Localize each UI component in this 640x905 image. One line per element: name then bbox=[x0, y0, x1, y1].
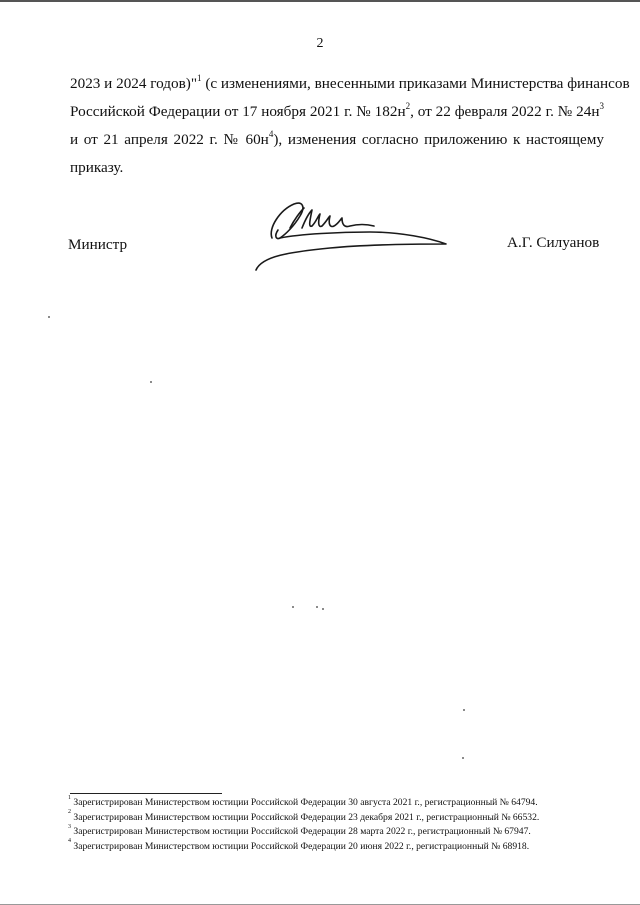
scan-speck bbox=[463, 709, 465, 711]
scan-speck bbox=[316, 606, 318, 608]
handwritten-signature bbox=[250, 198, 450, 274]
scan-speck bbox=[322, 608, 324, 610]
scan-speck bbox=[292, 606, 294, 608]
signatory-name: А.Г. Силуанов bbox=[507, 234, 600, 251]
page-number: 2 bbox=[316, 36, 324, 51]
footnote-1: $^1$ Зарегистрирован Министерством юстиции Российской Федерации 30 августа 2021 г., регистрационный № 64794. bbox=[68, 794, 538, 808]
body-line-3: и от 21 апреля 2022 г. № $60н^4$), изменения согласно приложению к настоящему bbox=[70, 128, 604, 148]
scan-speck bbox=[48, 316, 50, 318]
footnote-ref-3: 3 bbox=[599, 100, 605, 111]
footnote-separator bbox=[70, 793, 222, 794]
signatory-title: Министр bbox=[68, 236, 128, 253]
scan-speck bbox=[150, 381, 152, 383]
body-paragraph bbox=[70, 70, 630, 182]
footnotes bbox=[68, 796, 608, 854]
footnote-ref-1: 1 bbox=[197, 72, 202, 83]
scan-speck bbox=[462, 757, 464, 759]
body-line-4: приказу. bbox=[70, 159, 124, 176]
body-line-2: Российской Федерации от 17 ноября 2021 г. № $182н^2$, от 22 февраля 2022 г. № $24н^3$ bbox=[70, 100, 605, 120]
footnote-ref-4: 4 bbox=[268, 128, 274, 139]
body-line-1: 2023 и 2024 годов)"$^1$ (с изменениями, внесенными приказами Министерства финансов bbox=[70, 72, 630, 92]
footnote-4: $^4$ Зарегистрирован Министерством юстиции Российской Федерации 20 июня 2022 г., регистрационный № 68918. bbox=[68, 838, 530, 852]
footnote-2: $^2$ Зарегистрирован Министерством юстиции Российской Федерации 23 декабря 2021 г., регистрационный № 66532. bbox=[68, 809, 540, 823]
footnote-ref-2: 2 bbox=[405, 100, 411, 111]
footnote-3: $^3$ Зарегистрирован Министерством юстиции Российской Федерации 28 марта 2022 г., регистрационный № 67947. bbox=[68, 823, 531, 837]
page-top-edge bbox=[0, 0, 640, 2]
